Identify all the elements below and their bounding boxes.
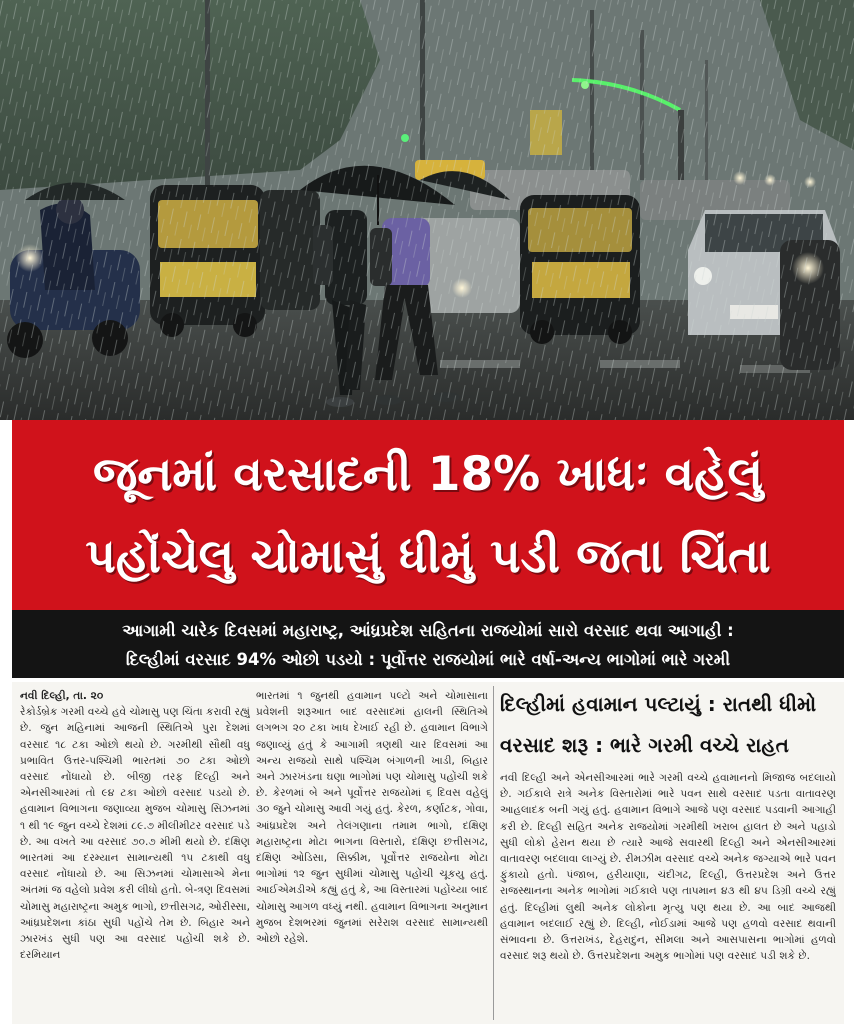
article-column-2-text: ભારતમાં ૧ જુનથી હવામાન પલ્ટો અને ચોમાસાના પ્રવેશની શરૂઆત બાદ વરસાદમાં હાલની સ્થિતિએ લગભગ ૨૦ ટકા ખાધ દેખાઈ રહી છે. હવામાન વિભાગે જણાવ્યું હતું કે આગામી ત્રણથી ચાર દિવસમાં આ અન્ય રાજયો સાથે પશ્ચિમ બંગાળની ખાડી, બિહાર અને ઝારખંડના ઘણા ભાગોમાં પણ ચોમાસુ પહોંચી શકે છે. કેરળમાં બે અને પૂર્વોત્તર રાજયોમાં ૬ દિવસ વહેલું ૩૦ જુને ચોમાસુ આવી ગયું હતું. કેરળ, કર્ણાટક, ગોવા, આંધ્રપ્રદેશ અને તેલંગણાના તમામ ભાગો, દક્ષિણ મહારાષ્ટ્રના મોટા ભાગના વિસ્તારો, દક્ષિણ છત્તીસગઢ, દક્ષિણ ઓડિસા, સિક્કીમ, પૂર્વોત્તર રાજયોના મોટા ભાગોમાં ૧૨ જુન સુધીમાં ચોમાસુ પહોંચી ચૂકયુ હતું. આઈએમડીએ કહ્યું હતું કે, આ વિસ્તારમાં પહોંચ્યા બાદ ચોમાસુ આગળ વધ્યું નથી. હવામાન વિભાગના અનુમાન મુજબ દેશભરમાં જુનમાં સરેરાશ વરસાદ સામાન્યથી ઓછો રહેશે. — [256, 690, 488, 946]
headline-line-2: પહોંચેલુ ચોમાસું ધીમું પડી જતા ચિંતા — [85, 529, 771, 584]
article-dateline: નવી દિલ્હી, તા. ૨૦ — [20, 690, 104, 702]
sidebar-title-line-1: દિલ્હીમાં હવામાન પલ્ટાયું : રાતથી ધીમો — [500, 692, 817, 716]
article-column-2 — [256, 682, 488, 1024]
subheadline-line-1: આગામી ચારેક દિવસમાં મહારાષ્ટ્ર, આંધ્રપ્રદેશ સહિતના રાજયોમાં સારો વરસાદ થવા આગાહી : — [122, 621, 734, 640]
sidebar-article-text: નવી દિલ્હી અને એનસીઆરમાં ભારે ગરમી વચ્ચે હવામાનનો મિજાજ બદલાયો છે. ગઈકાલે રાત્રે અનેક વિસ્તારોમાં ભારે પવન સાથે વરસાદ પડતા વાતાવરણ આહલાદક બની ગયું હતું. હવામાન વિભાગે આજે પણ વરસાદ પડવાની આગાહી કરી છે. દિલ્હી સહિત અનેક રાજયોમાં ગરમીથી ખરાબ હાલત છે અને પહાડો સુધી લોકો હેરાન થયા છે ત્યારે આજે સવારથી દિલ્હી અને એનસીઆરમાં વાતાવરણ બદલાવા લાગ્યું છે. રીમઝીમ વરસાદ વચ્ચે અનેક જગ્યાએ ભારે પવન ફુંકાયો હતો. પંજાબ, હરીયાણા, ચંદીગઢ, દિલ્હી, ઉત્તરપ્રદેશ અને ઉત્તર રાજસ્થાનના અનેક ભાગોમાં ગઈકાલે પણ તાપમાન ૪૩ થી ૪૫ ડિગ્રી વચ્ચે રહ્યું હતું. દિલ્હીમાં લુથી અનેક લોકોના મૃત્યુ પણ થયા છે. આ બાદ આજથી હવામાન બદલાઈ રહ્યું છે. દિલ્હી, નોઈડામાં આજે પણ હળવો વરસાદ થવાની સંભાવના છે. ઉત્તરાખંડ, દેહરાદુન, સીમલા અને આસપાસના ભાગોમાં હળવો વરસાદ શરૂ થયો છે. ઉત્તરપ્રદેશના અમુક ભાગોમાં પણ વરસાદ પડી શકે છે. — [500, 772, 836, 963]
headline-line-1: જૂનમાં વરસાદની 18% ખાધઃ વહેલું — [92, 447, 764, 502]
sidebar-article — [500, 682, 836, 1024]
subheadline-line-2: દિલ્હીમાં વરસાદ 94% ઓછો પડયો : પૂર્વોત્તર રાજયોમાં ભારે વર્ષા-અન્ય ભાગોમાં ભારે ગરમી — [125, 650, 731, 669]
news-photo-rainy-street — [0, 0, 854, 420]
article-column-1 — [20, 682, 250, 1024]
headline-band — [12, 420, 844, 610]
article-column-1-text: રેકોર્ડબ્રેક ગરમી વચ્ચે હવે ચોમાસુ પણ ચિંતા કરાવી રહ્યું છે. જુન મહિનામાં આજની સ્થિતિએ પુરા દેશમાં વરસાદ ૧૮ ટકા ઓછો થયો છે. ગરમીથી સૌથી વધુ પ્રભાવિત ઉત્તર-પશ્ચિમી ભારતમાં ૭૦ ટકા ઓછો વરસાદ નોંધાયો છે. બીજી તરફ દિલ્હી અને એનસીઆરમાં તો ૯૪ ટકા ઓછો વરસાદ પડયો છે. હવામાન વિભાગના જણાવ્યા મુજબ ચોમાસુ સિઝનમાં ૧ થી ૧૯ જુન વચ્ચે દેશમાં ૮૯.૭ મીલીમીટર વરસાદ પડે છે. આ વખતે આ વરસાદ ૭૦.૭ મીમી થયો છે. દક્ષિણ ભારતમાં આ દરમ્યાન સામાન્યથી ૧૫ ટકાથી વધુ વરસાદ નોંધાયો છે. આ સિઝનમાં ચોમાસાએ મેના અંતમાં જ વહેલો પ્રવેશ કરી લીધો હતો. બે-ત્રણ દિવસમાં ચોમાસુ મહારાષ્ટ્રના અમુક ભાગો, છત્તીસગઢ, ઓરીસ્સા, આંધ્રપ્રદેશના કાંઠા સુધી પહોંચે તેમ છે. બિહાર અને ઝારખંડ સુધી પણ આ વરસાદ પહોંચી શકે છે. દરમિયાન — [20, 706, 250, 962]
column-divider — [493, 686, 494, 1020]
subheadline-band — [12, 610, 844, 678]
article-body — [12, 682, 844, 1024]
sidebar-title-line-2: વરસાદ શરૂ : ભારે ગરમી વચ્ચે રાહત — [500, 733, 789, 757]
